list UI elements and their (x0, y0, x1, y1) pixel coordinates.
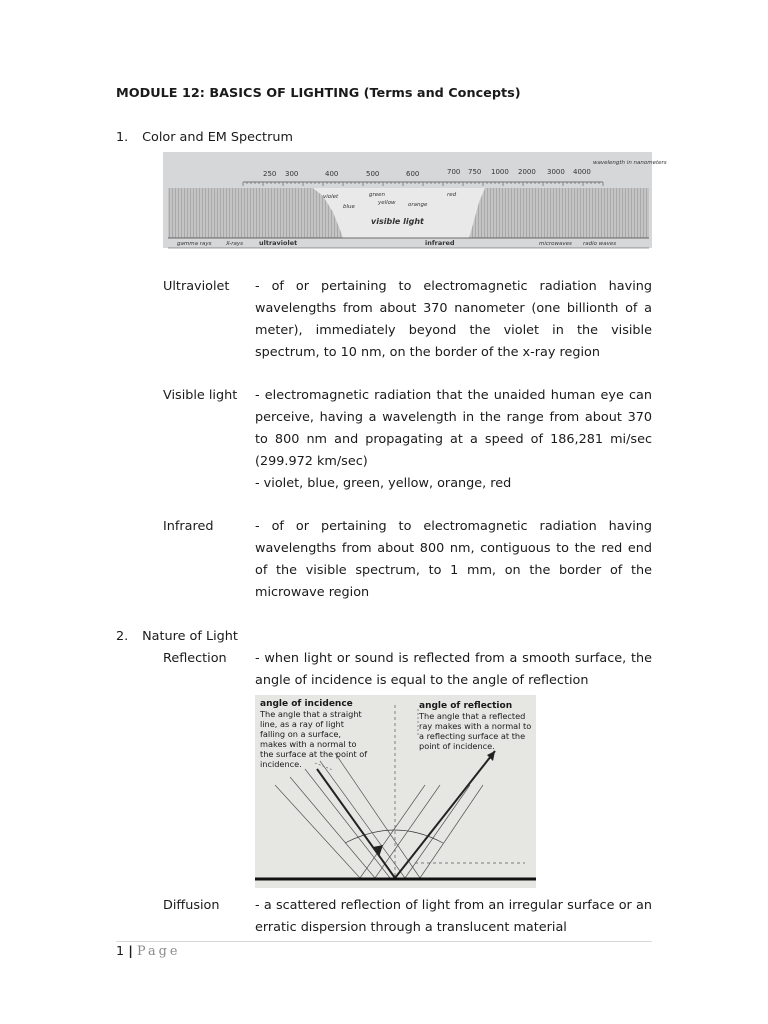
definition-text: - violet, blue, green, yellow, orange, red (255, 476, 512, 491)
term-reflection: Reflection (163, 651, 227, 666)
definition-infrared (255, 516, 652, 604)
footer-divider (116, 941, 652, 942)
tick-label: 300 (285, 170, 299, 178)
page-footer (116, 944, 180, 959)
page-number: 1 (116, 944, 125, 959)
definition-visible-light (255, 385, 652, 495)
band-label: infrared (425, 239, 455, 247)
reflection-callout (419, 701, 533, 751)
section-label: Color and EM Spectrum (142, 130, 293, 145)
color-label: orange (408, 202, 428, 208)
definition-reflection (255, 648, 652, 692)
section-number: 2. (116, 629, 129, 644)
band-label: gamma rays (177, 241, 212, 247)
term-infrared: Infrared (163, 519, 214, 534)
color-label: red (447, 192, 457, 198)
definition-text: - of or pertaining to electromagnetic radiation having wavelengths from about 800 nm, contiguous to the red end of the visible spectrum, to 1 mm, on the border of the microwave region (255, 519, 652, 600)
section-heading-2 (116, 629, 238, 644)
document-title: MODULE 12: BASICS OF LIGHTING (Terms and Concepts) (116, 86, 521, 101)
definition-ultraviolet (255, 276, 652, 364)
tick-label: 4000 (573, 168, 591, 176)
section-number: 1. (116, 130, 129, 145)
band-label: microwaves (539, 241, 572, 247)
band-label: ultraviolet (259, 239, 298, 247)
reflection-figure (255, 695, 536, 888)
section-label: Nature of Light (142, 629, 238, 644)
term-visible-light: Visible light (163, 388, 238, 403)
incidence-text: The angle that a straight line, as a ray of light falling on a surface, makes with a normal to the surface at the point of incidence. (260, 709, 368, 769)
color-label: violet (323, 194, 339, 200)
definition-text: - when light or sound is reflected from a smooth surface, the angle of incidence is equal to the angle of reflection (255, 651, 652, 688)
definition-text: - of or pertaining to electromagnetic radiation having wavelengths from about 370 nanometer (one billionth of a meter), immediately beyond the violet in the visible spectrum, to 10 nm, on the border of the x-ray region (255, 279, 652, 360)
tick-label: 500 (366, 170, 380, 178)
reflection-text: The angle that a reflected ray makes with a normal to a reflecting surface at the point of incidence. (419, 711, 532, 751)
term-diffusion: Diffusion (163, 898, 220, 913)
band-label: X-rays (226, 241, 243, 247)
term-ultraviolet: Ultraviolet (163, 279, 230, 294)
color-label: blue (343, 204, 355, 210)
tick-label: 3000 (547, 168, 565, 176)
color-label: green (369, 192, 386, 198)
tick-label: 700 (447, 168, 461, 176)
footer-separator: | (128, 944, 133, 959)
page-label: Page (137, 944, 181, 959)
em-spectrum-figure (163, 152, 667, 248)
tick-label: 600 (406, 170, 420, 178)
definition-diffusion (255, 895, 652, 939)
tick-label: 400 (325, 170, 339, 178)
em-spectrum-graphic (163, 152, 667, 248)
color-label: yellow (378, 200, 396, 206)
band-label: radio waves (583, 241, 617, 247)
incidence-callout (260, 699, 370, 769)
tick-label: 750 (468, 168, 482, 176)
unit-label: wavelength in nanometers (593, 160, 667, 166)
tick-label: 2000 (518, 168, 536, 176)
reflection-heading: angle of reflection (419, 701, 513, 711)
definition-text: - electromagnetic radiation that the unaided human eye can perceive, having a wavelength in the range from about 370 to 800 nm and propagating at a speed of 186,281 mi/sec (299.972 km/sec) (255, 388, 652, 469)
definition-text: - a scattered reflection of light from an irregular surface or an erratic dispersion through a translucent material (255, 898, 652, 935)
incidence-heading: angle of incidence (260, 699, 353, 709)
visible-light-label: visible light (371, 217, 424, 226)
tick-label: 1000 (491, 168, 509, 176)
tick-label: 250 (263, 170, 277, 178)
section-heading-1 (116, 130, 293, 145)
